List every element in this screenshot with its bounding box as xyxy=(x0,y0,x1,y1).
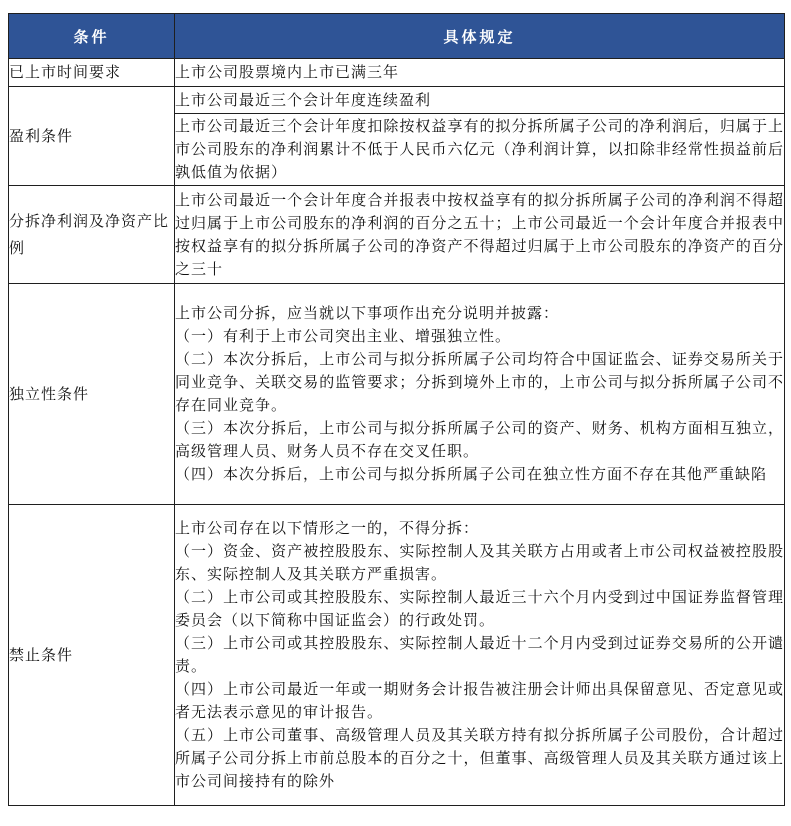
independence-item-4: （四）本次分拆后，上市公司与拟分拆所属子公司在独立性方面不存在其他严重缺陷 xyxy=(175,465,768,483)
condition-listing-time: 已上市时间要求 xyxy=(9,59,175,87)
detail-profit-2: 上市公司最近三个会计年度扣除按权益享有的拟分拆所属子公司的净利润后，归属于上市公司股东的净利润累计不低于人民币六亿元（净利润计算，以扣除非经常性损益前后孰低值为依据） xyxy=(175,114,785,186)
prohibited-item-5: （五）上市公司董事、高级管理人员及其关联方持有拟分拆所属子公司股份，合计超过所属子公司分拆上市前总股本的百分之十，但董事、高级管理人员及其关联方通过该上市公司间接持有的除外 xyxy=(175,726,784,790)
prohibited-item-4: （四）上市公司最近一年或一期财务会计报告被注册会计师出具保留意见、否定意见或者无法表示意见的审计报告。 xyxy=(175,680,784,721)
table-row xyxy=(9,87,785,114)
independence-item-3: （三）本次分拆后，上市公司与拟分拆所属子公司的资产、财务、机构方面相互独立，高级管理人员、财务人员不存在交叉任职。 xyxy=(175,419,784,460)
prohibited-item-2: （二）上市公司或其控股股东、实际控制人最近三十六个月内受到过中国证券监督管理委员会（以下简称中国证监会）的行政处罚。 xyxy=(175,588,784,629)
prohibited-intro: 上市公司存在以下情形之一的，不得分拆： xyxy=(175,519,480,537)
table-row xyxy=(9,505,785,806)
header-condition: 条件 xyxy=(9,14,175,59)
regulation-table-container xyxy=(8,13,784,806)
condition-profit: 盈利条件 xyxy=(9,87,175,186)
table-row xyxy=(9,186,785,284)
table-row xyxy=(9,284,785,505)
condition-independence: 独立性条件 xyxy=(9,284,175,505)
table-row xyxy=(9,59,785,87)
detail-ratio: 上市公司最近一个会计年度合并报表中按权益享有的拟分拆所属子公司的净利润不得超过归属于上市公司股东的净利润的百分之五十；上市公司最近一个会计年度合并报表中按权益享有的拟分拆所属子公司的净资产不得超过归属于上市公司股东的净资产的百分之三十 xyxy=(175,186,785,284)
condition-ratio: 分拆净利润及净资产比例 xyxy=(9,186,175,284)
header-detail: 具体规定 xyxy=(175,14,785,59)
independence-item-1: （一）有利于上市公司突出主业、增强独立性。 xyxy=(175,327,512,345)
condition-prohibited: 禁止条件 xyxy=(9,505,175,806)
independence-intro: 上市公司分拆，应当就以下事项作出充分说明并披露： xyxy=(175,304,560,322)
prohibited-item-1: （一）资金、资产被控股股东、实际控制人及其关联方占用或者上市公司权益被控股股东、实际控制人及其关联方严重损害。 xyxy=(175,542,784,583)
independence-item-2: （二）本次分拆后，上市公司与拟分拆所属子公司均符合中国证监会、证券交易所关于同业竞争、关联交易的监管要求；分拆到境外上市的，上市公司与拟分拆所属子公司不存在同业竞争。 xyxy=(175,350,784,414)
table-header-row xyxy=(9,14,785,59)
detail-prohibited xyxy=(175,505,785,806)
prohibited-item-3: （三）上市公司或其控股股东、实际控制人最近十二个月内受到过证券交易所的公开谴责。 xyxy=(175,634,784,675)
spin-off-conditions-table xyxy=(8,13,785,806)
detail-profit-1: 上市公司最近三个会计年度连续盈利 xyxy=(175,87,785,114)
detail-independence xyxy=(175,284,785,505)
detail-listing-time: 上市公司股票境内上市已满三年 xyxy=(175,59,785,87)
